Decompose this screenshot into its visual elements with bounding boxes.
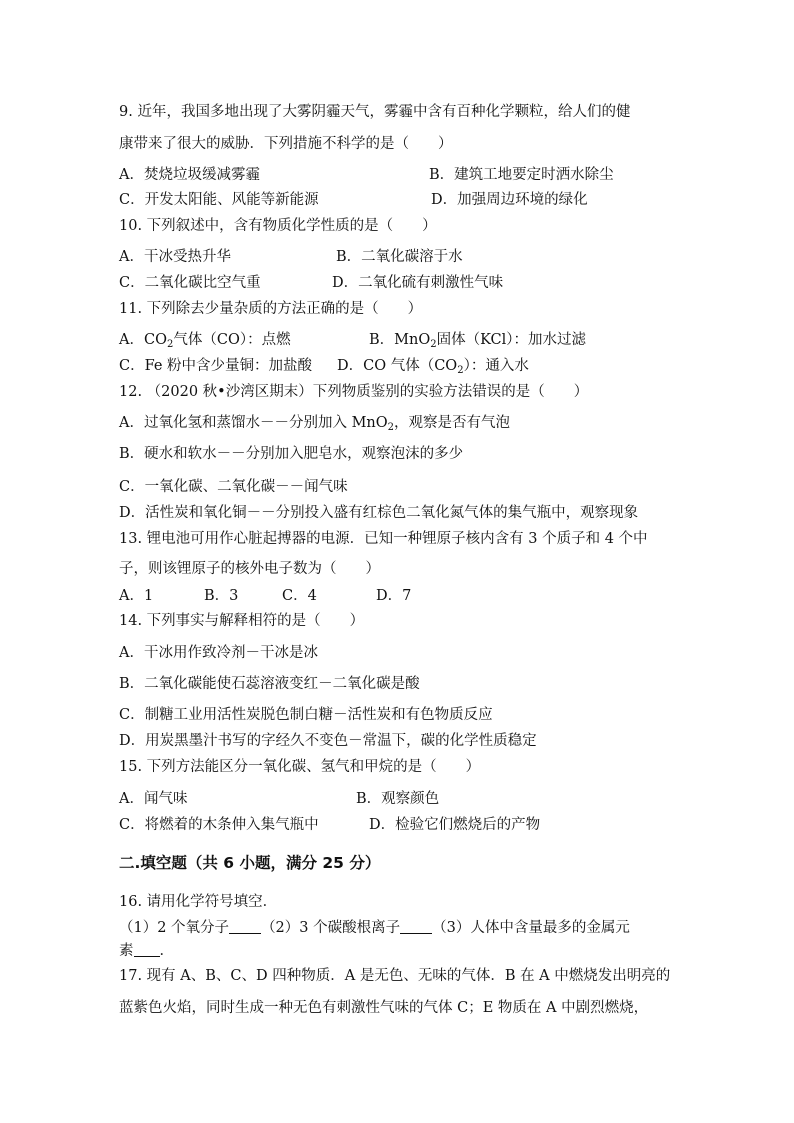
- q13-stem-line1: 13. 锂电池可用作心脏起搏器的电源．已知一种锂原子核内含有 3 个质子和 4 个中: [119, 531, 648, 547]
- q13-options-row: [119, 587, 412, 605]
- q11-option-b: B．MnO$_2$固体（KCl）：加水过滤: [369, 332, 587, 350]
- q9-options-row1: [119, 166, 614, 184]
- q15-options-row2: [119, 816, 541, 834]
- q15-option-c: C．将燃着的木条伸入集气瓶中: [119, 817, 319, 833]
- q14-option-b: B．二氧化碳能使石蕊溶液变红－二氧化碳是酸: [119, 676, 420, 692]
- q17-stem-line2: 蓝紫色火焰，同时生成一种无色有刺激性气味的气体 C；E 物质在 A 中剧烈燃烧，: [119, 1000, 649, 1016]
- q16-stem: 16. 请用化学符号填空．: [119, 894, 278, 910]
- q16-parts-line2: [119, 942, 174, 960]
- q16-part2-label: （2）3 个碳酸根离子: [261, 920, 401, 936]
- q17-stem-line1: 17. 现有 A、B、C、D 四种物质．A 是无色、无味的气体．B 在 A 中燃烧发出明亮的: [119, 968, 671, 984]
- q10-option-a: A．干冰受热升华: [119, 249, 231, 265]
- q16-blank-2[interactable]: [400, 921, 432, 934]
- q10-options-row2: [119, 274, 504, 292]
- q9-stem-line1: 9. 近年，我国多地出现了大雾阴霾天气，雾霾中含有百种化学颗粒，给人们的健: [119, 104, 631, 120]
- q14-option-d: D．用炭黑墨汁书写的字经久不变色－常温下，碳的化学性质稳定: [119, 733, 537, 749]
- q14-option-c: C．制糖工业用活性炭脱色制白糖－活性炭和有色物质反应: [119, 707, 493, 723]
- q9-option-c: C．开发太阳能、风能等新能源: [119, 192, 319, 208]
- q11-option-c: C．Fe 粉中含少量铜：加盐酸: [119, 358, 313, 374]
- q16-blank-1[interactable]: [229, 921, 261, 934]
- q13-option-a: A．1: [119, 588, 154, 604]
- q11-option-d: D．CO 气体$(CO_2)$：通入水: [337, 358, 529, 376]
- q9-options-row2: [119, 191, 588, 209]
- q16-end-mark: ．: [159, 943, 174, 959]
- q10-options-row1: [119, 248, 463, 266]
- q13-option-d: D．7: [376, 588, 412, 604]
- q11-option-a: A．$CO_2$气体（CO）：点燃: [119, 332, 291, 350]
- q9-option-d: D．加强周边环境的绿化: [431, 192, 588, 208]
- q10-option-b: B．二氧化碳溶于水: [336, 249, 463, 265]
- q12-option-d: D．活性炭和氧化铜－－分别投入盛有红棕色二氧化氮气体的集气瓶中，观察现象: [119, 505, 639, 521]
- q16-blank-3[interactable]: [134, 944, 160, 957]
- q15-options-row1: [119, 790, 440, 808]
- q16-part3-label-cont: 素: [119, 943, 134, 959]
- q10-option-c: C．二氧化碳比空气重: [119, 275, 261, 291]
- q9-stem-line2: 康带来了很大的威胁．下列措施不科学的是（ ）: [119, 136, 453, 152]
- q14-option-a: A．干冰用作致冷剂－干冰是冰: [119, 645, 318, 661]
- q16-part1-label: （1）2 个氧分子: [119, 920, 230, 936]
- q13-option-b: B．3: [204, 588, 239, 604]
- q9-option-b: B．建筑工地要定时洒水除尘: [429, 167, 614, 183]
- q12-option-a: A．过氧化氢和蒸馏水－－分别加入 MnO$_2$，观察是否有气泡: [119, 415, 511, 433]
- q15-option-a: A．闻气味: [119, 791, 188, 807]
- q11-options-row2: [119, 357, 529, 376]
- q16-parts-line1: [119, 919, 630, 937]
- q12-stem: 12. （2020 秋•沙湾区期末）下列物质鉴别的实验方法错误的是（ ）: [119, 384, 589, 400]
- section-heading-fill-in: 二.填空题（共 6 小题，满分 25 分）: [119, 854, 381, 872]
- q11-stem: 11. 下列除去少量杂质的方法正确的是（ ）: [119, 301, 423, 317]
- q9-option-a: A．焚烧垃圾缓减雾霾: [119, 167, 260, 183]
- q10-stem: 10. 下列叙述中，含有物质化学性质的是（ ）: [119, 218, 437, 234]
- q12-option-c: C．一氧化碳、二氧化碳－－闻气味: [119, 479, 348, 495]
- q16-part3-label: （3）人体中含量最多的金属元: [432, 920, 630, 936]
- q15-stem: 15. 下列方法能区分一氧化碳、氢气和甲烷的是（ ）: [119, 759, 481, 775]
- q14-stem: 14. 下列事实与解释相符的是（ ）: [119, 613, 365, 629]
- q13-stem-line2: 子，则该锂原子的核外电子数为（ ）: [119, 561, 380, 577]
- q11-options-row1: [119, 331, 587, 354]
- q15-option-d: D．检验它们燃烧后的产物: [369, 817, 541, 833]
- q13-option-c: C．4: [282, 588, 317, 604]
- q12-option-b: B．硬水和软水－－分别加入肥皂水，观察泡沫的多少: [119, 446, 464, 462]
- q15-option-b: B．观察颜色: [356, 791, 440, 807]
- q10-option-d: D．二氧化硫有刺激性气味: [332, 275, 504, 291]
